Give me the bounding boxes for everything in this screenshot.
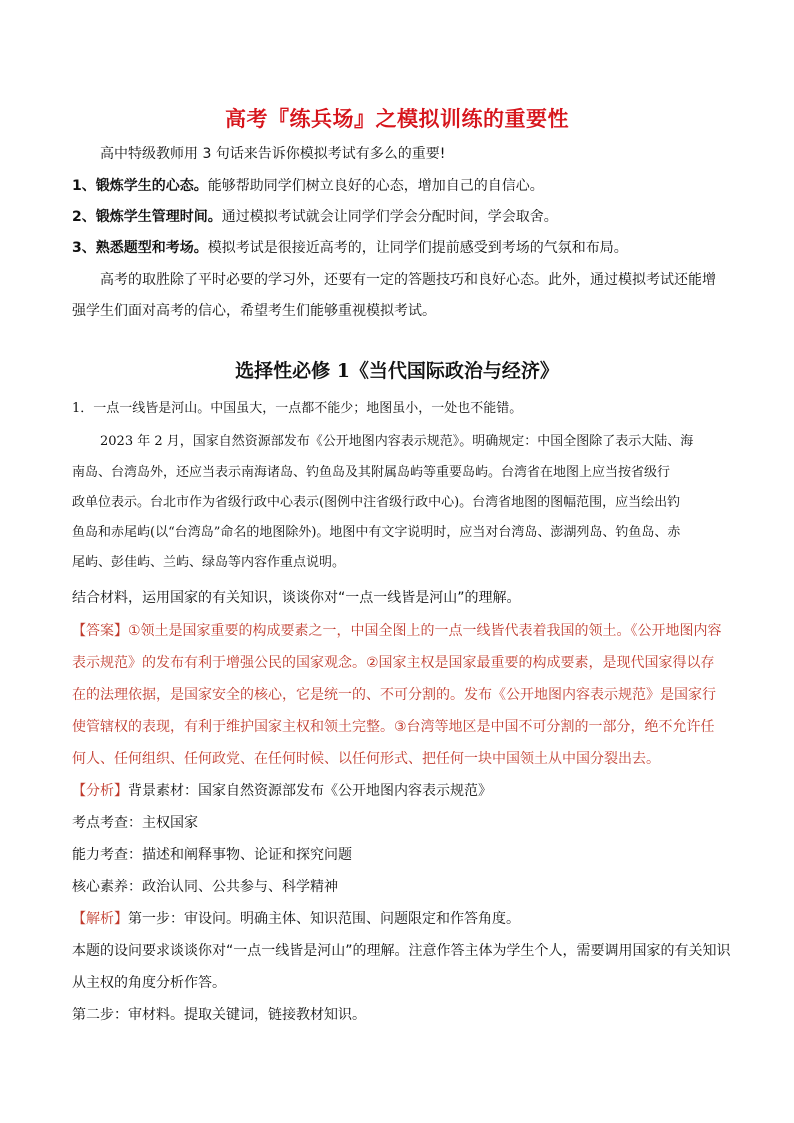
explanation-text-3: 第二步：审材料。提取关键词，链接教材知识。 bbox=[72, 1007, 366, 1023]
analysis-point-1: 考点考查：主权国家 bbox=[72, 815, 198, 831]
answer-line-3: 在的法理依据，是国家安全的核心，它是统一的、不可分割的。发布《公开地图内容表示规范》是国家行 bbox=[72, 687, 716, 703]
material-line-5: 尾屿、彭佳屿、兰屿、绿岛等内容作重点说明。 bbox=[72, 555, 346, 570]
section-title: 选择性必修 1《当代国际政治与经济》 bbox=[235, 360, 559, 382]
question-stem: 1．一点一线皆是河山。中国虽大，一点都不能少；地图虽小，一处也不能错。 bbox=[72, 401, 523, 416]
explanation-label: 【解析】 bbox=[72, 911, 128, 927]
point-2 bbox=[72, 208, 732, 226]
answer-line-4: 使管辖权的表现，有利于维护国家主权和领土完整。③台湾等地区是中国不可分割的一部分，绝不允许任 bbox=[72, 719, 715, 735]
question-prompt: 结合材料，运用国家的有关知识，谈谈你对“一点一线皆是河山”的理解。 bbox=[72, 590, 521, 606]
point-1-head: 1、锻炼学生的心态。 bbox=[72, 178, 208, 194]
point-3-head: 3、熟悉题型和考场。 bbox=[72, 240, 208, 256]
point-1 bbox=[72, 177, 732, 195]
material-line-4: 鱼岛和赤尾屿(以“台湾岛”命名的地图除外)。地图中有文字说明时，应当对台湾岛、澎湖列岛、钓鱼岛、赤 bbox=[72, 525, 681, 540]
analysis-point-3: 核心素养：政治认同、公共参与、科学精神 bbox=[72, 879, 338, 895]
answer-text-1: ①领土是国家重要的构成要素之一，中国全图上的一点一线皆代表着我国的领土。《公开地图内容 bbox=[128, 623, 722, 639]
closing-line-1: 高考的取胜除了平时必要的学习外，还要有一定的答题技巧和良好心态。此外，通过模拟考试还能增 bbox=[100, 272, 716, 288]
point-3 bbox=[72, 239, 732, 257]
explanation-line bbox=[72, 910, 732, 928]
explanation-text-2: 从主权的角度分析作答。 bbox=[72, 975, 226, 991]
point-2-text: 通过模拟考试就会让同学们学会分配时间，学会取舍。 bbox=[221, 209, 558, 225]
explanation-text-1: 本题的设问要求谈谈你对“一点一线皆是河山”的理解。注意作答主体为学生个人，需要调用国家的有关知识 bbox=[72, 943, 731, 959]
analysis-point-2: 能力考查：描述和阐释事物、论证和探究问题 bbox=[72, 847, 352, 863]
point-3-text: 模拟考试是很接近高考的，让同学们提前感受到考场的气氛和布局。 bbox=[207, 240, 628, 256]
analysis-label: 【分析】 bbox=[72, 783, 128, 799]
intro-text: 高中特级教师用 3 句话来告诉你模拟考试有多么的重要! bbox=[100, 146, 446, 162]
explanation-step-1: 第一步：审设问。明确主体、知识范围、问题限定和作答角度。 bbox=[128, 911, 520, 927]
answer-line-2: 表示规范》的发布有利于增强公民的国家观念。②国家主权是国家最重要的构成要素，是现代国家得以存 bbox=[72, 655, 715, 671]
material-line-1: 2023 年 2 月，国家自然资源部发布《公开地图内容表示规范》。明确规定：中国全图除了表示大陆、海 bbox=[100, 434, 694, 449]
point-2-head: 2、锻炼学生管理时间。 bbox=[72, 209, 222, 225]
analysis-line bbox=[72, 782, 732, 800]
answer-line-5: 何人、任何组织、任何政党、在任何时候、以任何形式、把任何一块中国领土从中国分裂出去。 bbox=[72, 751, 660, 767]
analysis-background: 背景素材：国家自然资源部发布《公开地图内容表示规范》 bbox=[128, 783, 492, 799]
material-line-2: 南岛、台湾岛外，还应当表示南海诸岛、钓鱼岛及其附属岛屿等重要岛屿。台湾省在地图上应当按省级行 bbox=[72, 465, 671, 480]
closing-line-2: 强学生们面对高考的信心，希望考生们能够重视模拟考试。 bbox=[72, 303, 436, 319]
answer-line-1 bbox=[72, 622, 732, 640]
material-line-3: 政单位表示。台北市作为省级行政中心表示(图例中注省级行政中心)。台湾省地图的图幅范围，应当绘出钓 bbox=[72, 495, 681, 510]
answer-label: 【答案】 bbox=[72, 623, 128, 639]
point-1-text: 能够帮助同学们树立良好的心态，增加自己的自信心。 bbox=[207, 178, 544, 194]
page-title: 高考『练兵场』之模拟训练的重要性 bbox=[225, 107, 569, 131]
